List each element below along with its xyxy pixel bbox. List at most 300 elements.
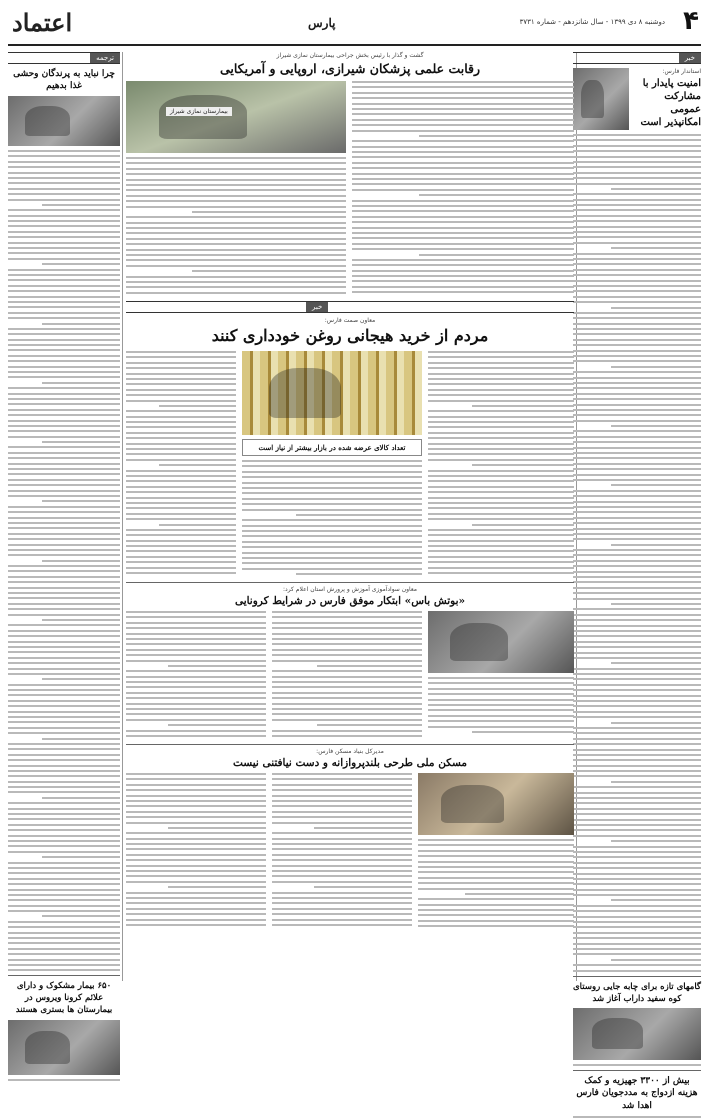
- text-line: [8, 533, 120, 535]
- text-line: [8, 511, 120, 513]
- text-line: [573, 921, 701, 923]
- text-line: [428, 513, 574, 515]
- text-line: [126, 513, 236, 515]
- text-line: [573, 538, 701, 540]
- text-line: [126, 556, 236, 558]
- text-line: [126, 622, 266, 624]
- text-line: [8, 403, 120, 405]
- text-line: [573, 177, 701, 179]
- text-line: [573, 1064, 701, 1066]
- lower-body-b: [272, 611, 422, 741]
- text-line: [418, 888, 574, 890]
- text-line: [472, 731, 574, 733]
- text-line: [573, 253, 701, 255]
- text-line: [314, 886, 412, 888]
- text-line: [573, 970, 701, 972]
- text-line: [573, 754, 701, 756]
- text-line: [126, 561, 236, 563]
- text-line: [573, 775, 701, 777]
- text-line: [8, 155, 120, 157]
- birds-photo: [8, 96, 120, 146]
- text-line: [573, 608, 701, 610]
- text-line: [352, 97, 574, 99]
- text-line: [42, 382, 120, 384]
- text-line: [242, 525, 422, 527]
- text-line: [126, 259, 346, 261]
- right-column: [573, 52, 701, 1111]
- left-tag: ترجمه: [90, 53, 120, 63]
- text-line: [272, 735, 422, 737]
- text-line: [428, 497, 574, 499]
- text-line: [573, 468, 701, 470]
- text-line: [8, 371, 120, 373]
- text-line: [428, 432, 574, 434]
- text-line: [611, 484, 701, 486]
- text-line: [8, 177, 120, 179]
- text-line: [192, 270, 346, 272]
- text-line: [352, 210, 574, 212]
- text-line: [428, 486, 574, 488]
- text-line: [573, 905, 701, 907]
- text-line: [8, 285, 120, 287]
- text-line: [573, 339, 701, 341]
- text-line: [8, 425, 120, 427]
- text-line: [8, 635, 120, 637]
- text-line: [126, 616, 266, 618]
- text-line: [418, 866, 574, 868]
- text-line: [126, 627, 266, 629]
- divider: [126, 582, 574, 583]
- text-line: [272, 654, 422, 656]
- text-line: [428, 410, 574, 412]
- text-line: [126, 410, 236, 412]
- text-line: [573, 371, 701, 373]
- text-line: [573, 382, 701, 384]
- text-line: [472, 464, 574, 466]
- text-line: [428, 400, 574, 402]
- text-line: [126, 286, 346, 288]
- right-tag: خبر: [679, 53, 701, 63]
- text-line: [428, 709, 574, 711]
- text-line: [573, 873, 701, 875]
- section-title: پارس: [308, 16, 336, 30]
- text-line: [428, 720, 574, 722]
- text-line: [242, 492, 422, 494]
- text-line: [573, 770, 701, 772]
- left-tag-bar: [8, 52, 120, 64]
- text-line: [126, 249, 346, 251]
- text-line: [126, 200, 346, 202]
- text-line: [352, 86, 574, 88]
- text-line: [8, 587, 120, 589]
- text-line: [126, 843, 266, 845]
- text-line: [573, 490, 701, 492]
- text-line: [573, 156, 701, 158]
- text-line: [573, 517, 701, 519]
- newspaper-page: [8, 6, 701, 1111]
- text-line: [42, 738, 120, 740]
- text-line: [8, 517, 120, 519]
- text-line: [573, 630, 701, 632]
- text-line: [8, 296, 120, 298]
- text-line: [159, 405, 236, 407]
- text-line: [8, 360, 120, 362]
- text-line: [573, 333, 701, 335]
- text-line: [8, 301, 120, 303]
- text-line: [272, 692, 422, 694]
- text-line: [573, 802, 701, 804]
- text-line: [317, 724, 422, 726]
- text-line: [126, 735, 266, 737]
- top-body-left: [126, 157, 346, 297]
- text-line: [573, 883, 701, 885]
- text-line: [126, 179, 346, 181]
- text-line: [573, 846, 701, 848]
- text-line: [428, 518, 574, 520]
- text-line: [126, 913, 266, 915]
- text-line: [352, 113, 574, 115]
- divider: [8, 975, 120, 976]
- mid-headline: مردم از خرید هیجانی روغن خودداری کنند: [211, 326, 489, 345]
- text-line: [8, 818, 120, 820]
- mid-body-c: [428, 351, 574, 579]
- text-line: [272, 919, 412, 921]
- text-line: [8, 689, 120, 691]
- text-line: [573, 172, 701, 174]
- text-line: [8, 398, 120, 400]
- text-line: [8, 420, 120, 422]
- text-line: [126, 848, 266, 850]
- bottom-kicker: مدیرکل بنیاد مسکن فارس:: [316, 748, 384, 755]
- text-line: [573, 592, 701, 594]
- text-line: [8, 220, 120, 222]
- text-line: [352, 103, 574, 105]
- text-line: [272, 730, 422, 732]
- text-line: [8, 614, 120, 616]
- text-line: [428, 437, 574, 439]
- text-line: [8, 754, 120, 756]
- right-story1-head: [573, 68, 701, 130]
- text-line: [418, 855, 574, 857]
- text-line: [573, 328, 701, 330]
- lower-headline: «بوتش باس» ابتکار موفق فارس در شرایط کرونایی: [234, 595, 466, 607]
- text-line: [242, 562, 422, 564]
- text-line: [352, 173, 574, 175]
- text-line: [8, 495, 120, 497]
- text-line: [272, 795, 412, 797]
- text-line: [573, 943, 701, 945]
- text-line: [8, 150, 120, 152]
- text-line: [352, 237, 574, 239]
- text-line: [573, 813, 701, 815]
- text-line: [126, 238, 346, 240]
- text-line: [272, 822, 412, 824]
- text-line: [573, 619, 701, 621]
- text-line: [573, 285, 701, 287]
- text-line: [352, 124, 574, 126]
- text-line: [573, 797, 701, 799]
- text-line: [126, 670, 266, 672]
- text-line: [126, 453, 236, 455]
- text-line: [428, 534, 574, 536]
- text-line: [573, 441, 701, 443]
- text-line: [352, 227, 574, 229]
- text-line: [611, 959, 701, 961]
- text-line: [428, 362, 574, 364]
- text-line: [8, 317, 120, 319]
- text-line: [352, 183, 574, 185]
- text-line: [126, 789, 266, 791]
- text-line: [8, 414, 120, 416]
- text-line: [126, 832, 266, 834]
- text-line: [418, 898, 574, 900]
- bottom-body-b: [272, 773, 412, 933]
- text-line: [126, 189, 346, 191]
- text-line: [242, 476, 422, 478]
- hospital-sign: بیمارستان نمازی شیراز: [166, 107, 232, 116]
- text-line: [8, 597, 120, 599]
- top-story: [126, 81, 574, 299]
- text-line: [8, 964, 120, 966]
- text-line: [8, 748, 120, 750]
- text-line: [8, 937, 120, 939]
- text-line: [8, 732, 120, 734]
- text-line: [8, 376, 120, 378]
- lower-body-c: [428, 677, 574, 736]
- text-line: [573, 280, 701, 282]
- text-line: [8, 684, 120, 686]
- text-line: [8, 570, 120, 572]
- text-line: [8, 668, 120, 670]
- text-line: [8, 565, 120, 567]
- text-line: [573, 689, 701, 691]
- text-line: [126, 448, 236, 450]
- text-line: [428, 540, 574, 542]
- text-line: [428, 459, 574, 461]
- text-line: [126, 426, 236, 428]
- text-line: [573, 581, 701, 583]
- text-line: [126, 550, 236, 552]
- text-line: [8, 279, 120, 281]
- text-line: [126, 540, 236, 542]
- text-line: [573, 889, 701, 891]
- text-line: [159, 464, 236, 466]
- text-line: [8, 786, 120, 788]
- text-line: [242, 509, 422, 511]
- text-line: [573, 695, 701, 697]
- text-line: [272, 616, 422, 618]
- text-line: [573, 576, 701, 578]
- text-line: [126, 908, 266, 910]
- text-line: [573, 511, 701, 513]
- text-line: [8, 252, 120, 254]
- text-line: [8, 948, 120, 950]
- text-line: [573, 835, 701, 837]
- text-line: [272, 789, 412, 791]
- text-line: [272, 660, 422, 662]
- text-line: [126, 881, 266, 883]
- text-line: [611, 662, 701, 664]
- text-line: [428, 561, 574, 563]
- text-line: [472, 405, 574, 407]
- text-line: [272, 875, 412, 877]
- text-line: [126, 480, 236, 482]
- text-line: [126, 697, 266, 699]
- text-line: [126, 638, 266, 640]
- text-line: [573, 937, 701, 939]
- text-line: [126, 773, 266, 775]
- text-line: [573, 587, 701, 589]
- divider: [573, 1070, 701, 1071]
- text-line: [573, 522, 701, 524]
- text-line: [126, 168, 346, 170]
- text-line: [126, 254, 346, 256]
- mid-pull-quote: تعداد کالای عرضه شده در بازار بیشتر از نیاز است: [242, 439, 422, 456]
- issue-info: دوشنبه ۸ دی ۱۳۹۹ - سال شانزدهم - شماره ۳۷۳۱: [519, 18, 665, 26]
- text-line: [42, 915, 120, 917]
- text-line: [272, 902, 412, 904]
- right-tag-bar: [573, 52, 701, 64]
- text-line: [126, 924, 266, 926]
- text-line: [272, 811, 412, 813]
- text-line: [126, 292, 346, 294]
- text-line: [352, 119, 574, 121]
- text-line: [428, 726, 574, 728]
- text-line: [8, 581, 120, 583]
- text-line: [126, 222, 346, 224]
- text-line: [611, 840, 701, 842]
- text-line: [428, 470, 574, 472]
- text-line: [573, 554, 701, 556]
- text-line: [126, 713, 266, 715]
- text-line: [573, 414, 701, 416]
- text-line: [8, 759, 120, 761]
- text-line: [8, 921, 120, 923]
- text-line: [8, 926, 120, 928]
- text-line: [126, 643, 266, 645]
- text-line: [8, 199, 120, 201]
- text-line: [611, 722, 701, 724]
- text-line: [126, 475, 236, 477]
- text-line: [8, 522, 120, 524]
- text-line: [8, 576, 120, 578]
- text-line: [8, 727, 120, 729]
- text-line: [418, 877, 574, 879]
- text-line: [428, 572, 574, 574]
- text-line: [126, 421, 236, 423]
- text-line: [573, 792, 701, 794]
- text-line: [428, 426, 574, 428]
- text-line: [418, 871, 574, 873]
- text-line: [8, 694, 120, 696]
- text-line: [418, 909, 574, 911]
- text-line: [419, 194, 574, 196]
- text-line: [8, 436, 120, 438]
- text-line: [8, 716, 120, 718]
- text-line: [573, 652, 701, 654]
- text-line: [418, 882, 574, 884]
- official-masked-photo: [428, 611, 574, 673]
- text-line: [8, 290, 120, 292]
- text-line: [573, 894, 701, 896]
- text-line: [8, 479, 120, 481]
- divider: [573, 976, 701, 977]
- text-line: [573, 856, 701, 858]
- text-line: [272, 848, 412, 850]
- text-line: [242, 546, 422, 548]
- center-column: [126, 52, 574, 981]
- text-line: [126, 919, 266, 921]
- text-line: [418, 914, 574, 916]
- text-line: [126, 902, 266, 904]
- text-line: [8, 878, 120, 880]
- text-line: [126, 681, 266, 683]
- text-line: [573, 274, 701, 276]
- divider: [126, 744, 574, 745]
- text-line: [272, 805, 412, 807]
- text-line: [573, 641, 701, 643]
- text-line: [428, 394, 574, 396]
- text-line: [126, 232, 346, 234]
- text-line: [8, 791, 120, 793]
- text-line: [126, 567, 236, 569]
- text-line: [352, 270, 574, 272]
- left-story1-headline: چرا نباید به پرندگان وحشی غذا بدهیم: [13, 69, 115, 91]
- text-line: [8, 845, 120, 847]
- text-line: [126, 805, 266, 807]
- text-line: [611, 544, 701, 546]
- text-line: [272, 859, 412, 861]
- text-line: [126, 173, 346, 175]
- text-line: [126, 459, 236, 461]
- text-line: [126, 572, 236, 574]
- text-line: [126, 157, 346, 159]
- text-line: [8, 306, 120, 308]
- text-line: [8, 662, 120, 664]
- text-line: [573, 560, 701, 562]
- left-story2-headline: ۶۵۰ بیمار مشکوک و دارای علائم کرونا ویروس در بیمارستان ها بستری هستند: [15, 981, 113, 1016]
- text-line: [272, 697, 422, 699]
- text-line: [168, 724, 266, 726]
- text-line: [428, 378, 574, 380]
- text-line: [192, 211, 346, 213]
- text-line: [573, 220, 701, 222]
- top-kicker: گشت و گذار با رئیس بخش جراحی بیمارستان نمازی شیراز: [276, 52, 424, 59]
- text-line: [573, 614, 701, 616]
- text-line: [8, 829, 120, 831]
- text-line: [126, 491, 236, 493]
- text-line: [573, 199, 701, 201]
- lower-body-a: [126, 611, 266, 741]
- text-line: [42, 500, 120, 502]
- text-line: [8, 484, 120, 486]
- text-line: [272, 638, 422, 640]
- text-line: [573, 350, 701, 352]
- text-line: [352, 151, 574, 153]
- text-line: [573, 673, 701, 675]
- text-line: [272, 611, 422, 613]
- text-line: [573, 926, 701, 928]
- text-line: [8, 274, 120, 276]
- text-line: [8, 209, 120, 211]
- text-line: [8, 872, 120, 874]
- text-line: [272, 832, 412, 834]
- text-line: [573, 635, 701, 637]
- text-line: [242, 519, 422, 521]
- text-line: [126, 838, 266, 840]
- text-line: [8, 641, 120, 643]
- text-line: [8, 446, 120, 448]
